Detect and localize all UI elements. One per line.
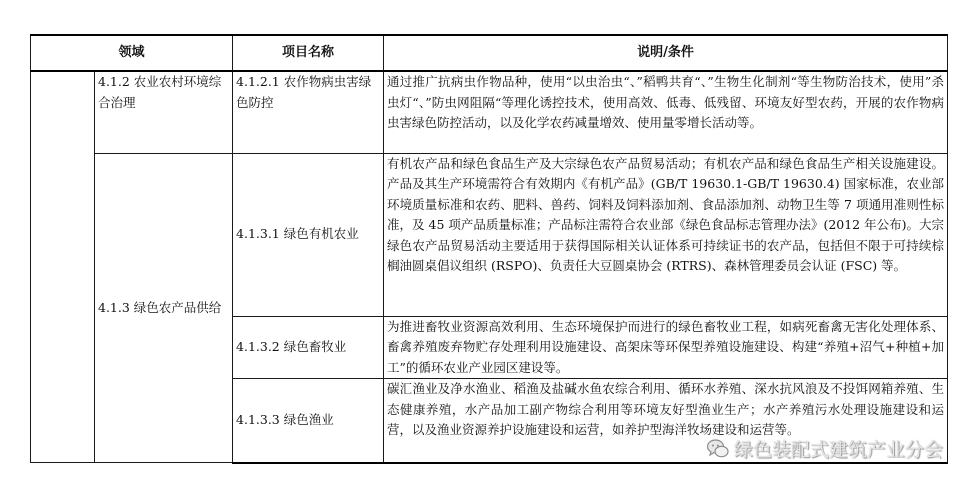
wechat-icon <box>706 437 730 461</box>
subcategory-cell: 4.1.2 农业农村环境综合治理 <box>95 71 233 153</box>
description-cell: 有机农产品和绿色食品生产及大宗绿色农产品贸易活动；有机农产品和绿色食品生产相关设施建设。产品及其生产环境需符合有效期内《有机产品》(GB/T 19630.1-GB/T 19630.4) 国家标准，农业部环境质量标准和农药、肥料、兽药、饲料及饲料添加剂、食品添加剂、动物卫生等 7 项通用准则性标准，及 45 项产品质量标准；产品标注需符合农业部《绿色食品标志管理办法》(2012 年公布)。大宗绿色农产品贸易活动主要适用于获得国际相关认证体系可持续证书的农产品，包括但不限于可持续棕榈油圆桌倡议组织 (RSPO)、负责任大豆圆桌协会 (RTRS)、森林管理委员会认证 (FSC) 等。 <box>384 153 948 316</box>
project-cell: 4.1.3.1 绿色有机农业 <box>233 153 384 316</box>
description-cell: 为推进畜牧业资源高效利用、生态环境保护而进行的绿色畜牧业工程，如病死畜禽无害化处理体系、畜禽养殖废弃物贮存处理利用设施建设、高架床等环保型养殖设施建设、构建“养殖+沼气+种植+加工”的循环农业产业园区建设等。 <box>384 316 948 379</box>
table-row <box>31 71 948 153</box>
header-project-name: 项目名称 <box>233 35 384 71</box>
project-cell: 4.1.2.1 农作物病虫害绿色防控 <box>233 71 384 153</box>
subcategory-cell: 4.1.3 绿色农产品供给 <box>95 153 233 463</box>
project-cell: 4.1.3.3 绿色渔业 <box>233 379 384 463</box>
header-description: 说明/条件 <box>384 35 948 71</box>
header-domain: 领域 <box>31 35 233 71</box>
table-header-row <box>31 35 948 71</box>
domain-cell <box>31 71 95 463</box>
description-cell: 碳汇渔业及净水渔业、稻渔及盐碱水鱼农综合利用、循环水养殖、深水抗风浪及不投饵网箱养殖、生态健康养殖，水产品加工副产物综合利用等环境友好型渔业生产；水产养殖污水处理设施建设和运营，以及渔业资源养护设施建设和运营，如养护型海洋牧场建设和运营等。 <box>384 379 948 463</box>
table-row <box>31 153 948 316</box>
project-catalog-table <box>30 34 948 464</box>
watermark-text: 绿色装配式建筑产业分会 <box>733 439 943 461</box>
description-cell: 通过推广抗病虫作物品种，使用“以虫治虫“、”稻鸭共育“、”生物生化制剂“等生物防治技术，使用”杀虫灯“、”防虫网阻隔“等理化诱控技术，使用高效、低毒、低残留、环境友好型农药，开展的农作物病虫害绿色防控活动，以及化学农药减量增效、使用量零增长活动等。 <box>384 71 948 153</box>
watermark <box>706 435 943 462</box>
project-cell: 4.1.3.2 绿色畜牧业 <box>233 316 384 379</box>
